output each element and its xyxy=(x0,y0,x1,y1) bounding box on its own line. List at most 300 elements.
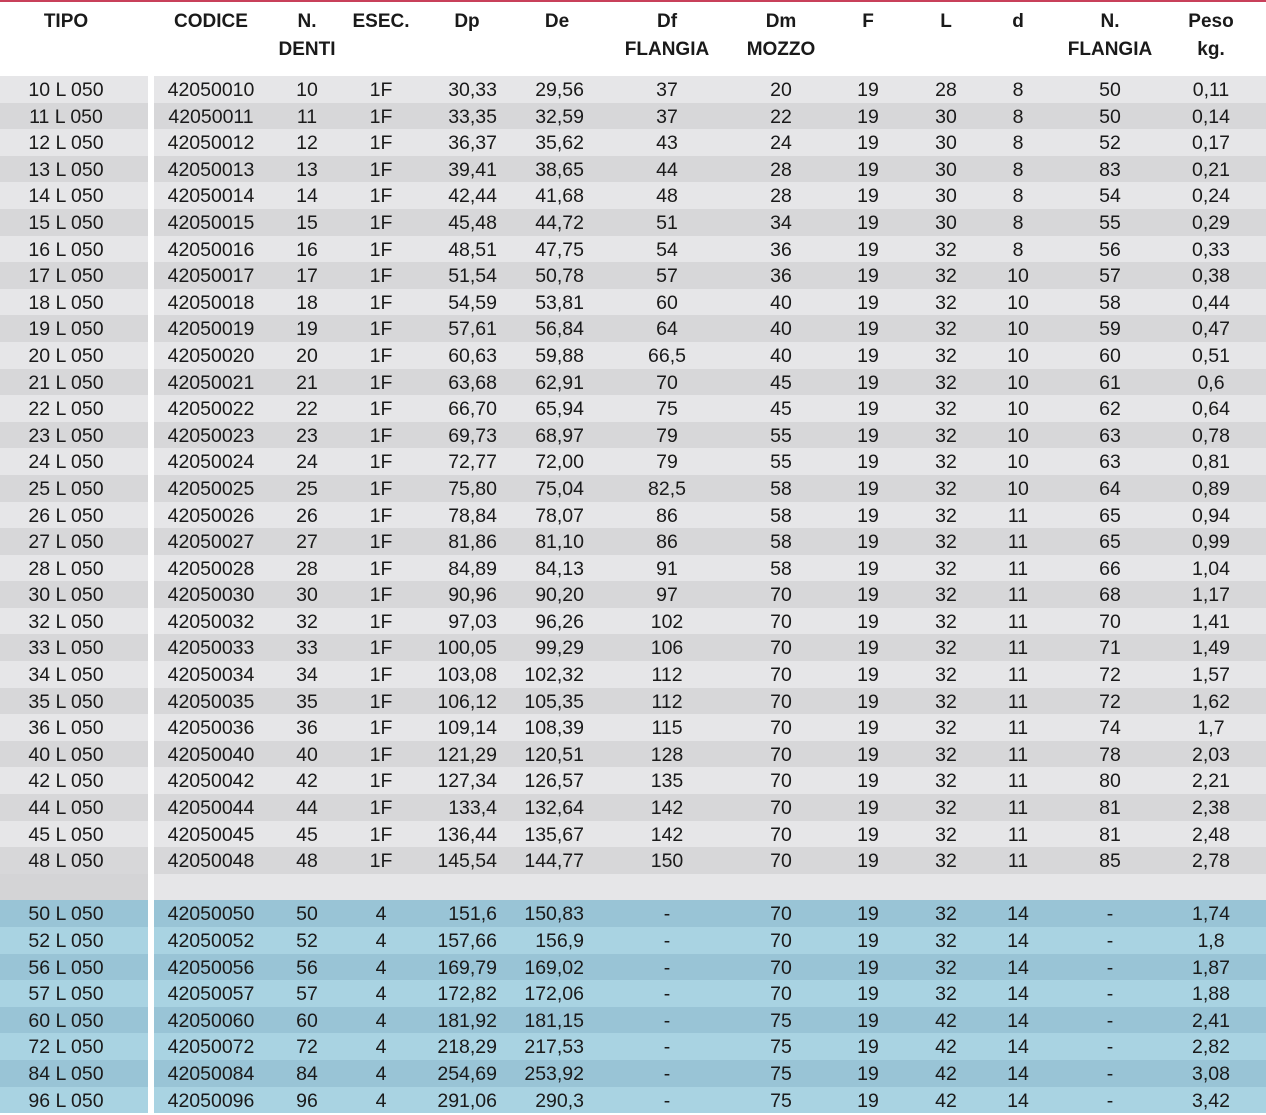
cell-f: 19 xyxy=(857,637,879,660)
cell-dp: 84,89 xyxy=(448,557,497,580)
cell-peso: 0,17 xyxy=(1192,132,1230,155)
cell-f: 19 xyxy=(857,291,879,314)
table-row xyxy=(0,156,1266,183)
cell-dp: 172,82 xyxy=(437,983,497,1006)
cell-dp: 36,37 xyxy=(448,132,497,155)
cell-f: 19 xyxy=(857,903,879,926)
cell-codice: 42050034 xyxy=(167,664,255,687)
cell-d: 10 xyxy=(1007,451,1029,474)
cell-d: 11 xyxy=(1007,823,1029,846)
cell-peso: 1,17 xyxy=(1192,584,1230,607)
cell-dm: 20 xyxy=(770,79,792,101)
cell-tipo: 27 L 050 xyxy=(28,531,104,554)
cell-dp: 39,41 xyxy=(448,158,497,181)
cell-d: 8 xyxy=(1012,238,1024,261)
cell-l: 42 xyxy=(935,1009,957,1032)
cell-d: 10 xyxy=(1007,477,1029,500)
cell-dm: 75 xyxy=(770,1089,792,1112)
cell-tipo: 40 L 050 xyxy=(28,743,104,766)
cell-d: 14 xyxy=(1007,1062,1029,1085)
cell-flangia: - xyxy=(1106,1062,1114,1085)
cell-flangia: 70 xyxy=(1099,610,1121,633)
table-row xyxy=(0,528,1266,555)
cell-esec: 1F xyxy=(369,344,393,367)
cell-dm: 58 xyxy=(770,531,792,554)
cell-d: 8 xyxy=(1012,79,1024,101)
cell-flangia: 57 xyxy=(1099,265,1121,288)
header-df: Df FLANGIA xyxy=(624,11,710,60)
cell-esec: 1F xyxy=(369,664,393,687)
cell-df: 91 xyxy=(656,557,678,580)
table-row xyxy=(0,1087,1266,1114)
cell-dm: 70 xyxy=(770,903,792,926)
cell-f: 19 xyxy=(857,398,879,421)
cell-flangia: 55 xyxy=(1099,211,1121,234)
cell-dm: 55 xyxy=(770,424,792,447)
cell-codice: 42050048 xyxy=(167,850,255,873)
header-d: d xyxy=(1012,11,1024,32)
cell-esec: 1F xyxy=(369,557,393,580)
cell-tipo: 13 L 050 xyxy=(28,158,104,181)
cell-f: 19 xyxy=(857,797,879,820)
cell-de: 120,51 xyxy=(524,743,584,766)
cell-peso: 0,44 xyxy=(1192,291,1230,314)
cell-tipo: 52 L 050 xyxy=(28,930,104,952)
cell-denti: 35 xyxy=(296,690,318,713)
cell-peso: 1,87 xyxy=(1192,956,1230,979)
cell-tipo: 72 L 050 xyxy=(28,1036,104,1059)
cell-l: 30 xyxy=(935,105,957,128)
cell-dm: 75 xyxy=(770,1062,792,1085)
table-row xyxy=(0,262,1266,289)
cell-df: - xyxy=(663,1089,671,1112)
cell-dm: 70 xyxy=(770,664,792,687)
cell-de: 53,81 xyxy=(535,291,584,314)
cell-dp: 66,70 xyxy=(448,398,497,421)
cell-dp: 291,06 xyxy=(437,1089,497,1112)
cell-flangia: 83 xyxy=(1099,158,1121,181)
cell-denti: 32 xyxy=(296,610,318,633)
table-row xyxy=(0,741,1266,768)
header-denti: N. DENTI xyxy=(278,11,336,60)
cell-dm: 70 xyxy=(770,743,792,766)
cell-peso: 1,57 xyxy=(1192,664,1230,687)
cell-peso: 1,04 xyxy=(1192,557,1230,580)
cell-dp: 33,35 xyxy=(448,105,497,128)
cell-df: 54 xyxy=(656,238,678,261)
cell-l: 32 xyxy=(935,398,957,421)
cell-df: 112 xyxy=(651,664,683,687)
cell-de: 169,02 xyxy=(524,956,584,979)
cell-f: 19 xyxy=(857,717,879,740)
cell-peso: 1,7 xyxy=(1197,717,1225,740)
cell-dp: 121,29 xyxy=(437,743,497,766)
cell-de: 68,97 xyxy=(535,424,584,447)
cell-f: 19 xyxy=(857,79,879,101)
cell-f: 19 xyxy=(857,504,879,527)
cell-dm: 45 xyxy=(770,398,792,421)
cell-flangia: 61 xyxy=(1099,371,1121,394)
cell-esec: 4 xyxy=(375,1036,387,1059)
cell-denti: 19 xyxy=(296,318,318,341)
cell-l: 32 xyxy=(935,823,957,846)
cell-f: 19 xyxy=(857,371,879,394)
cell-denti: 34 xyxy=(296,664,318,687)
cell-codice: 42050026 xyxy=(167,504,255,527)
cell-esec: 1F xyxy=(369,770,393,793)
cell-flangia: 81 xyxy=(1099,823,1121,846)
cell-f: 19 xyxy=(857,1036,879,1059)
table-row xyxy=(0,129,1266,156)
cell-codice: 42050018 xyxy=(167,291,255,314)
cell-dm: 40 xyxy=(770,318,792,341)
cell-tipo: 33 L 050 xyxy=(28,637,104,660)
table-header xyxy=(0,2,1266,72)
cell-peso: 3,08 xyxy=(1192,1062,1230,1085)
cell-d: 10 xyxy=(1007,344,1029,367)
cell-de: 181,15 xyxy=(524,1009,584,1032)
cell-de: 59,88 xyxy=(535,344,584,367)
cell-de: 65,94 xyxy=(535,398,584,421)
table-row xyxy=(0,847,1266,874)
cell-d: 8 xyxy=(1012,132,1024,155)
cell-df: 97 xyxy=(656,584,678,607)
cell-peso: 2,48 xyxy=(1192,823,1230,846)
cell-dp: 145,54 xyxy=(437,850,497,873)
cell-peso: 0,21 xyxy=(1192,158,1230,181)
cell-l: 32 xyxy=(935,637,957,660)
cell-flangia: - xyxy=(1106,983,1114,1006)
cell-tipo: 50 L 050 xyxy=(28,903,104,926)
cell-f: 19 xyxy=(857,1062,879,1085)
cell-de: 96,26 xyxy=(535,610,584,633)
table-row xyxy=(0,954,1266,981)
cell-esec: 1F xyxy=(369,105,393,128)
cell-flangia: 50 xyxy=(1099,79,1121,101)
table-row xyxy=(0,475,1266,502)
cell-denti: 33 xyxy=(296,637,318,660)
cell-flangia: 64 xyxy=(1099,477,1121,500)
cell-esec: 1F xyxy=(369,743,393,766)
cell-esec: 1F xyxy=(369,451,393,474)
cell-tipo: 21 L 050 xyxy=(28,371,104,394)
cell-dp: 103,08 xyxy=(437,664,497,687)
cell-de: 38,65 xyxy=(535,158,584,181)
cell-l: 32 xyxy=(935,717,957,740)
cell-peso: 0,99 xyxy=(1192,531,1230,554)
cell-esec: 1F xyxy=(369,238,393,261)
cell-de: 150,83 xyxy=(524,903,584,926)
cell-f: 19 xyxy=(857,956,879,979)
cell-tipo: 20 L 050 xyxy=(28,344,104,367)
cell-dm: 70 xyxy=(770,850,792,873)
cell-codice: 42050044 xyxy=(167,797,255,820)
table-row xyxy=(0,661,1266,688)
cell-de: 217,53 xyxy=(524,1036,584,1059)
cell-dp: 57,61 xyxy=(448,318,497,341)
cell-esec: 1F xyxy=(369,797,393,820)
cell-d: 10 xyxy=(1007,424,1029,447)
cell-df: 142 xyxy=(650,797,684,820)
cell-esec: 1F xyxy=(369,504,393,527)
cell-flangia: 63 xyxy=(1099,451,1121,474)
table-row xyxy=(0,794,1266,821)
cell-df: 79 xyxy=(656,451,678,474)
cell-l: 32 xyxy=(935,318,957,341)
table-row xyxy=(0,581,1266,608)
cell-l: 42 xyxy=(935,1036,957,1059)
cell-de: 41,68 xyxy=(535,185,584,208)
header-de: De xyxy=(544,11,570,32)
cell-dm: 70 xyxy=(770,610,792,633)
cell-f: 19 xyxy=(857,983,879,1006)
cell-df: - xyxy=(663,1009,671,1032)
cell-dp: 106,12 xyxy=(437,690,497,713)
cell-denti: 26 xyxy=(296,504,318,527)
cell-l: 32 xyxy=(935,557,957,580)
cell-df: 43 xyxy=(656,132,678,155)
cell-l: 32 xyxy=(935,690,957,713)
cell-l: 32 xyxy=(935,504,957,527)
cell-esec: 1F xyxy=(369,318,393,341)
cell-denti: 18 xyxy=(296,291,318,314)
cell-codice: 42050016 xyxy=(167,238,255,261)
cell-dp: 136,44 xyxy=(437,823,497,846)
cell-denti: 36 xyxy=(296,717,318,740)
cell-codice: 42050050 xyxy=(167,903,255,926)
cell-esec: 4 xyxy=(375,956,387,979)
cell-d: 14 xyxy=(1007,983,1029,1006)
cell-esec: 1F xyxy=(369,265,393,288)
cell-de: 132,64 xyxy=(524,797,584,820)
table-row xyxy=(0,502,1266,529)
cell-l: 32 xyxy=(935,770,957,793)
cell-dm: 75 xyxy=(770,1036,792,1059)
cell-f: 19 xyxy=(857,211,879,234)
cell-df: 135 xyxy=(650,770,684,793)
cell-tipo: 48 L 050 xyxy=(28,850,104,873)
cell-l: 32 xyxy=(935,956,957,979)
cell-de: 32,59 xyxy=(535,105,584,128)
table-row xyxy=(0,209,1266,236)
cell-dm: 55 xyxy=(770,451,792,474)
cell-peso: 0,47 xyxy=(1192,318,1230,341)
cell-denti: 30 xyxy=(296,584,318,607)
cell-d: 10 xyxy=(1007,291,1029,314)
cell-flangia: 74 xyxy=(1099,717,1121,740)
cell-codice: 42050025 xyxy=(167,477,255,500)
cell-esec: 1F xyxy=(369,424,393,447)
cell-esec: 1F xyxy=(369,371,393,394)
cell-flangia: 65 xyxy=(1099,531,1121,554)
cell-denti: 15 xyxy=(296,211,318,234)
cell-l: 32 xyxy=(935,344,957,367)
cell-d: 11 xyxy=(1007,504,1029,527)
cell-de: 102,32 xyxy=(524,664,584,687)
cell-flangia: - xyxy=(1106,930,1114,952)
group-spacer-row xyxy=(0,874,1266,901)
cell-codice: 42050024 xyxy=(167,451,255,474)
cell-codice: 42050010 xyxy=(167,79,255,101)
cell-flangia: 68 xyxy=(1099,584,1121,607)
cell-peso: 0,64 xyxy=(1192,398,1230,421)
cell-df: 82,5 xyxy=(648,477,686,500)
cell-d: 11 xyxy=(1007,717,1029,740)
cell-dm: 70 xyxy=(770,930,792,952)
cell-l: 30 xyxy=(935,211,957,234)
cell-dp: 100,05 xyxy=(437,637,497,660)
cell-esec: 1F xyxy=(369,79,393,101)
cell-flangia: - xyxy=(1106,1089,1114,1112)
cell-l: 28 xyxy=(935,79,957,101)
cell-f: 19 xyxy=(857,105,879,128)
cell-dm: 28 xyxy=(770,185,792,208)
cell-esec: 1F xyxy=(369,211,393,234)
header-flangia: N. FLANGIA xyxy=(1067,11,1153,60)
cell-l: 32 xyxy=(935,371,957,394)
cell-d: 11 xyxy=(1007,850,1029,873)
cell-peso: 2,82 xyxy=(1192,1036,1230,1059)
table-row xyxy=(0,395,1266,422)
table-row xyxy=(0,900,1266,927)
cell-dp: 109,14 xyxy=(437,717,497,740)
cell-df: - xyxy=(663,983,671,1006)
cell-tipo: 84 L 050 xyxy=(28,1062,104,1085)
cell-df: 64 xyxy=(656,318,678,341)
cell-l: 32 xyxy=(935,451,957,474)
cell-dp: 81,86 xyxy=(448,531,497,554)
cell-l: 32 xyxy=(935,903,957,926)
cell-esec: 4 xyxy=(375,930,387,952)
cell-dm: 70 xyxy=(770,983,792,1006)
cell-dp: 63,68 xyxy=(448,371,497,394)
cell-l: 32 xyxy=(935,850,957,873)
cell-peso: 0,78 xyxy=(1192,424,1230,447)
cell-esec: 1F xyxy=(369,637,393,660)
cell-de: 105,35 xyxy=(524,690,584,713)
cell-d: 11 xyxy=(1007,584,1029,607)
cell-f: 19 xyxy=(857,1089,879,1112)
table-row xyxy=(0,76,1266,103)
cell-dm: 70 xyxy=(770,690,792,713)
cell-de: 144,77 xyxy=(524,850,584,873)
header-peso: Peso kg. xyxy=(1188,11,1234,60)
table-row xyxy=(0,103,1266,130)
cell-peso: 2,41 xyxy=(1192,1009,1230,1032)
cell-df: 86 xyxy=(656,531,678,554)
cell-peso: 0,89 xyxy=(1192,477,1230,500)
cell-l: 32 xyxy=(935,930,957,952)
cell-l: 32 xyxy=(935,584,957,607)
cell-peso: 0,38 xyxy=(1192,265,1230,288)
cell-f: 19 xyxy=(857,770,879,793)
header-f: F xyxy=(862,11,874,32)
cell-d: 11 xyxy=(1007,743,1029,766)
table-body xyxy=(0,76,1266,1113)
cell-dm: 70 xyxy=(770,956,792,979)
cell-dp: 133,4 xyxy=(448,797,497,820)
cell-de: 172,06 xyxy=(524,983,584,1006)
cell-peso: 0,11 xyxy=(1192,79,1230,101)
cell-codice: 42050056 xyxy=(167,956,255,979)
cell-peso: 2,21 xyxy=(1192,770,1230,793)
cell-peso: 1,88 xyxy=(1192,983,1230,1006)
cell-flangia: 62 xyxy=(1099,398,1121,421)
cell-dp: 169,79 xyxy=(437,956,497,979)
cell-d: 11 xyxy=(1007,610,1029,633)
cell-codice: 42050052 xyxy=(167,930,255,952)
cell-denti: 20 xyxy=(296,344,318,367)
cell-df: 37 xyxy=(656,79,678,101)
cell-tipo: 15 L 050 xyxy=(28,211,104,234)
cell-denti: 12 xyxy=(296,132,318,155)
cell-flangia: - xyxy=(1106,956,1114,979)
cell-dp: 69,73 xyxy=(448,424,497,447)
cell-df: - xyxy=(663,1036,671,1059)
cell-d: 14 xyxy=(1007,956,1029,979)
cell-flangia: - xyxy=(1106,903,1114,926)
cell-df: 102 xyxy=(650,610,684,633)
cell-d: 14 xyxy=(1007,930,1029,952)
cell-esec: 1F xyxy=(369,477,393,500)
cell-codice: 42050015 xyxy=(167,211,255,234)
cell-d: 11 xyxy=(1007,557,1029,580)
cell-dp: 72,77 xyxy=(448,451,497,474)
cell-dm: 36 xyxy=(770,238,792,261)
cell-dm: 40 xyxy=(770,344,792,367)
cell-denti: 45 xyxy=(296,823,318,846)
cell-dp: 157,66 xyxy=(437,930,497,952)
cell-peso: 1,74 xyxy=(1192,903,1230,926)
cell-d: 11 xyxy=(1007,531,1029,554)
cell-df: 51 xyxy=(656,211,678,234)
cell-codice: 42050036 xyxy=(167,717,255,740)
cell-flangia: 52 xyxy=(1099,132,1121,155)
cell-de: 75,04 xyxy=(535,477,584,500)
cell-de: 108,39 xyxy=(524,717,584,740)
cell-df: 115 xyxy=(651,717,683,740)
cell-dm: 70 xyxy=(770,823,792,846)
cell-de: 47,75 xyxy=(535,238,584,261)
cell-d: 10 xyxy=(1007,318,1029,341)
cell-esec: 1F xyxy=(369,531,393,554)
cell-tipo: 96 L 050 xyxy=(28,1089,104,1112)
cell-f: 19 xyxy=(857,664,879,687)
cell-f: 19 xyxy=(857,584,879,607)
cell-d: 11 xyxy=(1007,690,1029,713)
table-row xyxy=(0,927,1266,954)
cell-flangia: 85 xyxy=(1099,850,1121,873)
cell-denti: 23 xyxy=(296,424,318,447)
cell-l: 32 xyxy=(935,610,957,633)
cell-dp: 30,33 xyxy=(448,79,497,101)
cell-esec: 1F xyxy=(369,823,393,846)
cell-l: 30 xyxy=(935,185,957,208)
cell-f: 19 xyxy=(857,823,879,846)
cell-codice: 42050013 xyxy=(167,158,255,181)
cell-f: 19 xyxy=(857,531,879,554)
cell-peso: 1,62 xyxy=(1192,690,1230,713)
cell-peso: 1,49 xyxy=(1192,637,1230,660)
cell-f: 19 xyxy=(857,424,879,447)
cell-flangia: 58 xyxy=(1099,291,1121,314)
cell-tipo: 60 L 050 xyxy=(28,1009,104,1032)
header-tipo: TIPO xyxy=(43,11,89,32)
cell-peso: 0,51 xyxy=(1192,344,1230,367)
cell-dp: 151,6 xyxy=(448,903,497,926)
cell-dp: 75,80 xyxy=(448,477,497,500)
header-dm: Dm MOZZO xyxy=(746,11,816,60)
